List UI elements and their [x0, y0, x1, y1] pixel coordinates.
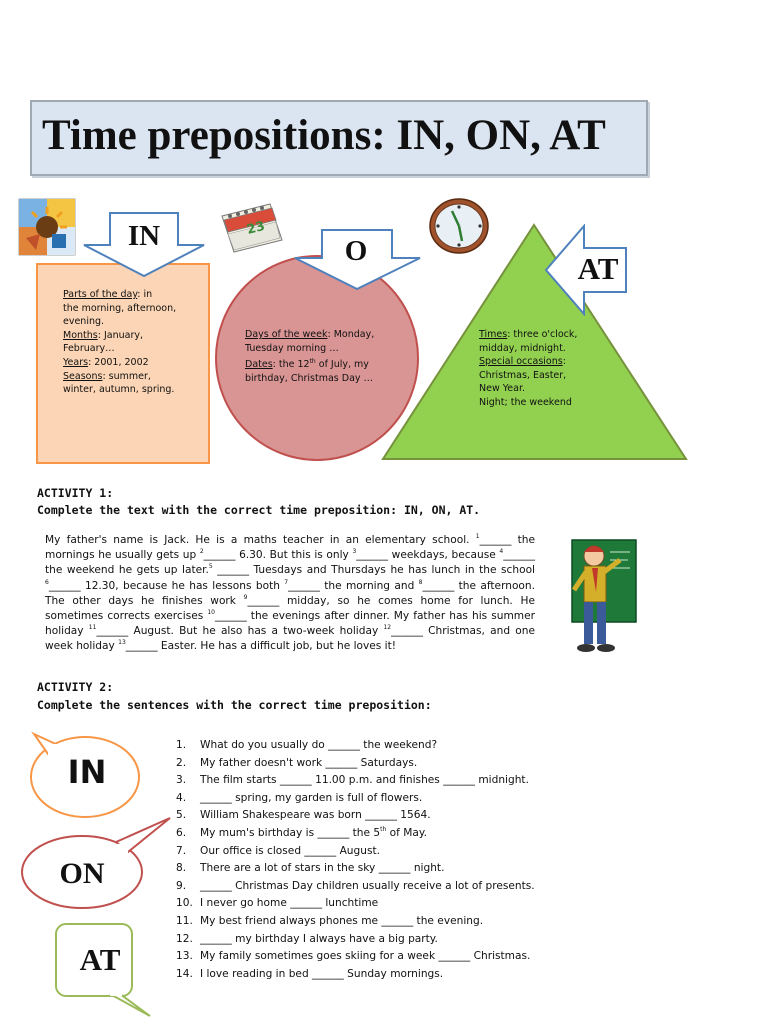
paragraph-text: ______ Christmas, and one week holiday	[45, 625, 535, 653]
on-line-3: Dates: the 12th of July, my	[245, 358, 369, 371]
paragraph-text: ______ Tuesdays and Thursdays he has lunch in the school	[212, 564, 535, 577]
in-line-1: Parts of the day: in	[63, 289, 153, 300]
paragraph-text: ______ the weekend he gets up later.	[45, 549, 536, 577]
gap-number: 10	[207, 609, 215, 617]
sentence-item: 1. What do you usually do ______ the weekend?	[176, 739, 438, 751]
sentence-item: 11. My best friend always phones me ______ the evening.	[176, 914, 484, 927]
paragraph-text: ______ Easter. He has a difficult job, but he loves it!	[125, 640, 397, 653]
sentence-item: 8. There are a lot of stars in the sky ______ night.	[176, 862, 445, 875]
paragraph-text: ______ August. But he also has a two-week holiday	[96, 625, 384, 638]
sentence-item: 14. I love reading in bed ______ Sunday mornings.	[176, 967, 444, 980]
in-line-4: Months: January,	[63, 329, 143, 341]
gap-number: 7	[284, 578, 289, 586]
sentence-item: 6. My mum's birthday is ______ the 5th of May.	[176, 825, 428, 839]
page-title: Time prepositions: IN, ON, AT	[42, 112, 606, 159]
activity2-instruction: Complete the sentences with the correct time preposition:	[37, 698, 432, 712]
on-circle-text	[245, 328, 395, 386]
seasons-icon	[18, 198, 76, 256]
paragraph-text: ______ the afternoon. The other days he finishes work	[45, 579, 535, 607]
gap-number: 13	[118, 639, 126, 647]
in-label: IN	[127, 220, 161, 252]
paragraph-text: My father's name is Jack. He is a maths teacher in an elementary school.	[45, 534, 476, 546]
sentence-item: 10. I never go home ______ lunchtime	[176, 897, 379, 910]
sentence-item: 4. ______ spring, my garden is full of flowers.	[176, 791, 423, 804]
in-line-6: Years: 2001, 2002	[63, 356, 149, 368]
activity2-heading: ACTIVITY 2:	[37, 680, 114, 694]
at-line-3: Special occasions:	[479, 356, 566, 368]
calendar-number: 23	[245, 218, 267, 238]
sentence-item: 9. ______ Christmas Day children usually receive a lot of presents.	[176, 879, 535, 892]
sentence-item: 13. My family sometimes goes skiing for a week ______ Christmas.	[176, 950, 531, 963]
in-line-3: evening.	[63, 316, 105, 328]
calendar-icon	[216, 198, 286, 254]
activity1-paragraph	[45, 533, 535, 655]
at-line-5: New Year.	[479, 383, 526, 395]
gap-number: 9	[243, 593, 248, 601]
in-line-7: Seasons: summer,	[63, 370, 151, 382]
gap-number: 12	[383, 624, 392, 632]
gap-number: 3	[352, 548, 357, 556]
sentence-item: 7. Our office is closed ______ August.	[176, 844, 381, 857]
gap-number: 8	[418, 578, 423, 586]
paragraph-text: ______ the morning and	[288, 579, 419, 592]
sentence-item: 2. My father doesn't work ______ Saturdays.	[176, 756, 418, 769]
at-line-6: Night; the weekend	[479, 396, 572, 408]
on-label: O	[344, 235, 368, 267]
sentence-item: 5. William Shakespeare was born ______ 1564.	[176, 809, 431, 822]
sentence-item: 3. The film starts ______ 11.00 p.m. and finishes ______ midnight.	[176, 774, 529, 787]
at-bubble-label: AT	[79, 942, 121, 977]
gap-number: 6	[45, 578, 49, 586]
title-banner	[30, 100, 648, 176]
in-line-8: winter, autumn, spring.	[63, 384, 175, 396]
at-line-4: Christmas, Easter,	[479, 369, 567, 381]
on-line-1: Days of the week: Monday,	[245, 329, 375, 340]
gap-number: 4	[499, 548, 504, 556]
at-label: AT	[577, 251, 619, 286]
paragraph-text: ______ 6.30. But this is only	[203, 549, 353, 562]
teacher-icon	[560, 538, 640, 662]
activity2-sentences	[176, 737, 535, 983]
paragraph-text: ______ the evenings after dinner. My father has his summer holiday	[45, 610, 535, 638]
on-line-2: Tuesday morning …	[245, 342, 339, 354]
gap-number: 11	[88, 624, 97, 632]
gap-number: 2	[199, 548, 204, 556]
at-triangle-text	[479, 328, 619, 410]
in-line-2: the morning, afternoon,	[63, 302, 177, 314]
at-line-2: midday, midnight.	[479, 342, 566, 354]
in-box-text	[63, 288, 199, 397]
paragraph-text: ______ midday, so he comes home for lunch. He sometimes corrects exercises	[45, 594, 535, 623]
activity1-instruction: Complete the text with the correct time preposition: IN, ON, AT.	[37, 503, 481, 517]
at-line-1: Times: three o'clock,	[479, 329, 578, 340]
in-line-5: February…	[63, 343, 115, 355]
gap-number: 1	[475, 533, 480, 540]
on-line-4: birthday, Christmas Day …	[245, 372, 374, 384]
in-bubble-label: IN	[67, 753, 107, 791]
paragraph-text: ______ the mornings he usually gets up	[45, 534, 535, 562]
on-bubble-label: ON	[59, 857, 105, 890]
sentence-item: 12. ______ my birthday I always have a big party.	[176, 932, 438, 945]
paragraph-text: ______ 12.30, because he has lessons both	[48, 579, 285, 592]
gap-number: 5	[208, 563, 213, 571]
paragraph-text: ______ weekdays, because	[356, 549, 500, 562]
activity1-heading: ACTIVITY 1:	[37, 486, 114, 500]
